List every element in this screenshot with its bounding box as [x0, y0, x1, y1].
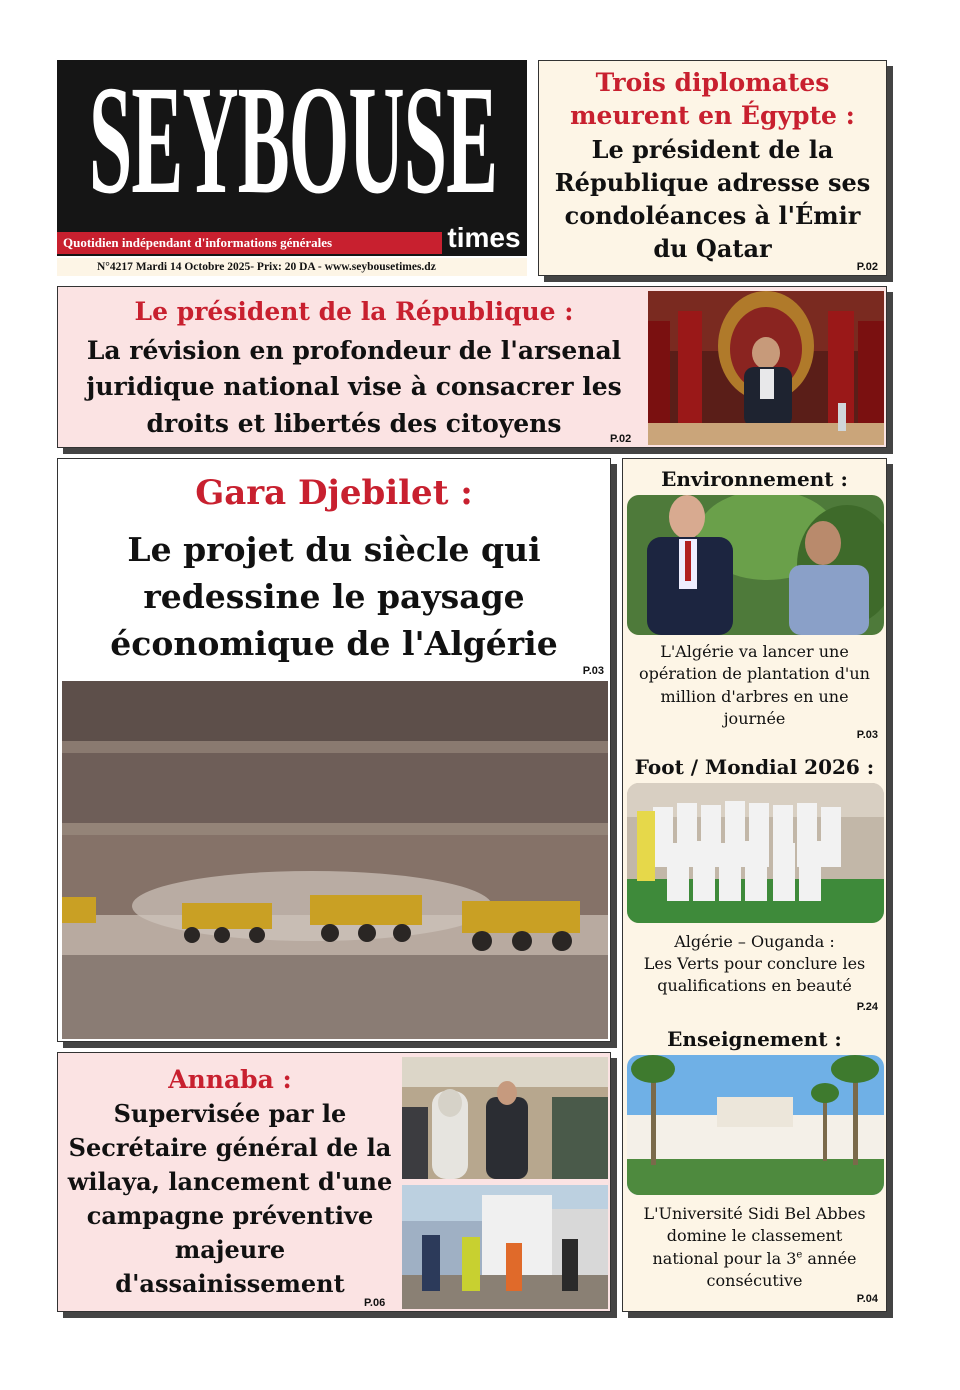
annaba-story[interactable] — [57, 1052, 611, 1312]
environnement-page: P.03 — [856, 729, 878, 741]
president-kicker: Le président de la République : — [134, 297, 574, 326]
annaba-page: P.06 — [364, 1297, 386, 1309]
masthead-title: SEYBOUSE — [88, 52, 498, 226]
annaba-headline: Supervisée par le Secrétaire général de la wilaya, lancement d'une campagne préventive majeure d'assainissement — [67, 1099, 393, 1299]
president-page: P.02 — [610, 433, 632, 445]
foot-text-line1: Algérie – Ouganda : — [674, 932, 835, 951]
president-headline: La révision en profondeur de l'arsenal juridique national vise à consacrer les droits et libertés des citoyens — [86, 336, 622, 438]
masthead-times: times — [447, 222, 521, 253]
main-page: P.03 — [582, 665, 604, 677]
environnement-section-title: Environnement : — [661, 467, 848, 491]
enseignement-page: P.04 — [856, 1293, 878, 1305]
environnement-photo — [627, 495, 884, 635]
enseignement-text-main: L'Université Sidi Bel Abbes domine le classement national pour la 3 — [643, 1204, 866, 1268]
top-right-kicker: Trois diplomates meurent en Égypte : — [570, 68, 855, 130]
university-photo — [627, 1055, 884, 1195]
president-photo — [648, 291, 884, 445]
football-team-photo — [627, 783, 884, 923]
masthead-tagline: Quotidien indépendant d'informations générales — [57, 232, 442, 254]
annaba-kicker: Annaba : — [168, 1065, 292, 1094]
environnement-text: L'Algérie va lancer une opération de plantation d'un million d'arbres en une journée — [639, 642, 870, 729]
masthead — [57, 52, 527, 273]
annaba-officials-photo — [402, 1057, 608, 1179]
enseignement-text-sup: e — [796, 1249, 803, 1261]
enseignement-section-title: Enseignement : — [667, 1027, 842, 1051]
foot-page: P.24 — [856, 1001, 878, 1013]
main-story[interactable] — [57, 458, 611, 1042]
gara-djebilet-mine-photo — [62, 681, 608, 1039]
main-headline: Le projet du siècle qui redessine le paysage économique de l'Algérie — [110, 530, 558, 663]
masthead-logo-block — [57, 52, 527, 256]
foot-text-line2: Les Verts pour conclure les qualifications en beauté — [643, 954, 866, 996]
foot-section-title: Foot / Mondial 2026 : — [634, 755, 875, 779]
enseignement-text — [635, 1203, 874, 1293]
issue-line: N°4217 Mardi 14 Octobre 2025- Prix: 20 DA - www.seybousetimes.dz — [57, 258, 527, 276]
top-right-story[interactable] — [538, 60, 887, 276]
top-right-headline: Le président de la République adresse ses condoléances à l'Émir du Qatar — [554, 135, 871, 264]
top-right-page: P.02 — [856, 261, 878, 273]
enseignement-text-tail: année consécutive — [706, 1248, 857, 1291]
president-story[interactable] — [57, 286, 887, 448]
right-column — [622, 458, 887, 1312]
annaba-cleanup-photo — [402, 1185, 608, 1309]
main-kicker: Gara Djebilet : — [195, 473, 473, 513]
